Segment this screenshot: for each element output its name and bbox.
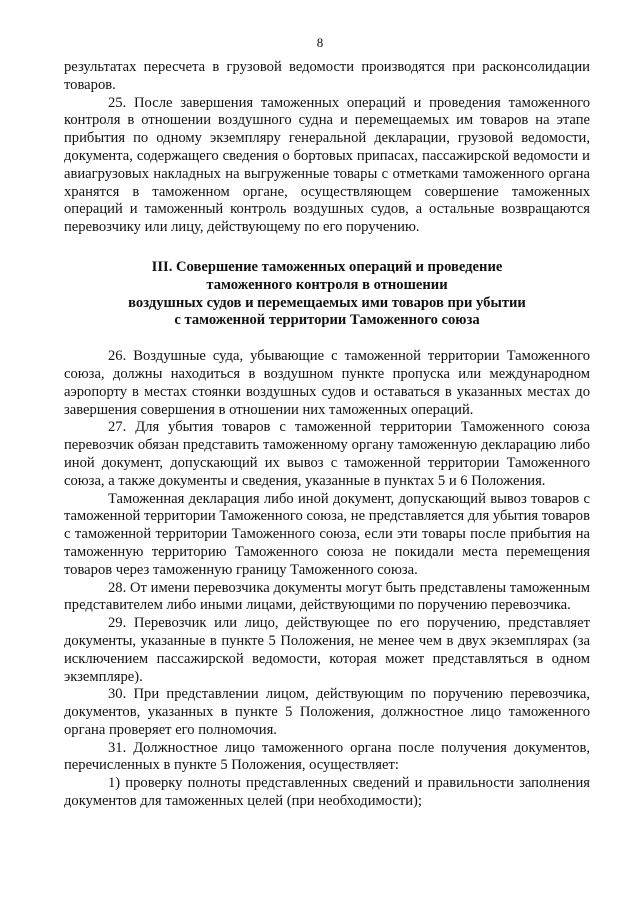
paragraph-30: 30. При представлении лицом, действующим по поручению перевозчика, документов, указанных в пункте 5 Положения, должностное лицо таможенного органа проверяет его полномочия. [64, 686, 590, 738]
section-heading-line-4: с таможенной территории Таможенного союза [174, 312, 480, 329]
paragraph-28: 28. От имени перевозчика документы могут быть представлены таможенным представителем либо иными лицами, действующими по поручению перевозчика. [64, 579, 590, 614]
paragraph-26: 26. Воздушные суда, убывающие с таможенной территории Таможенного союза, должны находиться в воздушном пункте пропуска или международном аэропорту в местах стоянки воздушных судов и оставаться в указанных местах до завершения совершения в отношении них таможенных операций. [64, 348, 590, 418]
section-heading-line-2: таможенного контроля в отношении [206, 276, 448, 293]
section-heading-line-1: III. Совершение таможенных операций и проведение [151, 258, 503, 275]
paragraph-27-continued: Таможенная декларация либо иной документ, допускающий вывоз товаров с таможенной территории Таможенного союза, не представляется для убытия товаров с таможенной территории Таможенного союза, если эти товары после прибытия на таможенную территорию Таможенного союза не покидали места перемещения товаров через таможенную границу Таможенного союза. [64, 490, 590, 578]
page-number: 8 [316, 35, 324, 50]
document-body [64, 59, 590, 811]
section-heading-line-3: воздушных судов и перемещаемых ими товаров при убытии [128, 294, 526, 311]
paragraph-29: 29. Перевозчик или лицо, действующее по его поручению, представляет документы, указанные в пункте 5 Положения, не менее чем в двух экземплярах (за исключением пассажирской ведомости, которая может представляться в одном экземпляре). [64, 615, 590, 685]
paragraph-27: 27. Для убытия товаров с таможенной территории Таможенного союза перевозчик обязан представить таможенному органу таможенную декларацию либо иной документ, допускающий их вывоз с таможенной территории Таможенного союза, а также документы и сведения, указанные в пунктах 5 и 6 Положения. [64, 419, 590, 489]
section-heading [64, 259, 590, 330]
paragraph-25: 25. После завершения таможенных операций и проведения таможенного контроля в отношении воздушного судна и перемещаемых им товаров на этапе прибытия по одному экземпляру генеральной декларации, грузовой ведомости, документа, содержащего сведения о бортовых припасах, пассажирской ведомости и авиагрузовых накладных на выгруженные товары с отметками таможенного органа хранятся в таможенном органе, осуществляющем совершение таможенных операций и таможенный контроль воздушных судов, а остальные возвращаются перевозчику или лицу, действующему по его поручению. [64, 94, 590, 236]
paragraph-continuation: результатах пересчета в грузовой ведомости производятся при расконсолидации товаров. [64, 59, 590, 93]
list-item-31-1: 1) проверку полноты представленных сведений и правильности заполнения документов для таможенных целей (при необходимости); [64, 775, 590, 810]
paragraph-31: 31. Должностное лицо таможенного органа после получения документов, перечисленных в пункте 5 Положения, осуществляет: [64, 739, 590, 774]
